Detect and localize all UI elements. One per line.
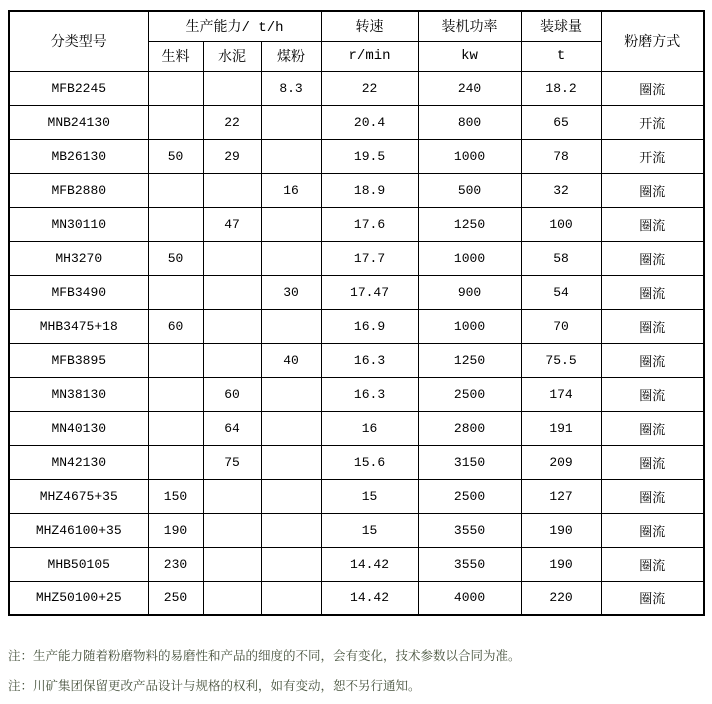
header-grinding-method: 粉磨方式 [601, 11, 704, 71]
cell-grinding-method: 圈流 [601, 71, 704, 105]
cell-grinding-method: 圈流 [601, 275, 704, 309]
cell-model: MHZ4675+35 [9, 479, 148, 513]
cell-model: MH3270 [9, 241, 148, 275]
cell-coal-powder [261, 139, 321, 173]
cell-ball-load: 54 [521, 275, 601, 309]
table-row [9, 479, 704, 513]
cell-cement [203, 513, 261, 547]
table-row [9, 513, 704, 547]
cell-speed: 15.6 [321, 445, 418, 479]
header-ball-title: 装球量 [521, 11, 601, 41]
cell-model: MHB3475+18 [9, 309, 148, 343]
cell-grinding-method: 圈流 [601, 343, 704, 377]
cell-speed: 17.47 [321, 275, 418, 309]
cell-model: MHZ50100+25 [9, 581, 148, 615]
cell-raw-material [148, 411, 203, 445]
cell-model: MB26130 [9, 139, 148, 173]
cell-ball-load: 174 [521, 377, 601, 411]
note-line-1: 注：生产能力随着粉磨物料的易磨性和产品的细度的不同，会有变化，技术参数以合同为准。 [8, 650, 521, 664]
cell-model: MHZ46100+35 [9, 513, 148, 547]
cell-ball-load: 70 [521, 309, 601, 343]
cell-cement [203, 581, 261, 615]
cell-coal-powder [261, 207, 321, 241]
cell-cement [203, 71, 261, 105]
cell-coal-powder [261, 547, 321, 581]
cell-coal-powder [261, 479, 321, 513]
cell-grinding-method: 圈流 [601, 445, 704, 479]
cell-cement [203, 275, 261, 309]
cell-ball-load: 100 [521, 207, 601, 241]
cell-power: 4000 [418, 581, 521, 615]
note-line-2: 注：川矿集团保留更改产品设计与规格的权利，如有变动，恕不另行通知。 [8, 680, 421, 694]
cell-raw-material: 60 [148, 309, 203, 343]
cell-grinding-method: 开流 [601, 139, 704, 173]
table-row [9, 309, 704, 343]
cell-raw-material [148, 445, 203, 479]
header-power-title: 装机功率 [418, 11, 521, 41]
cell-speed: 16.9 [321, 309, 418, 343]
cell-ball-load: 75.5 [521, 343, 601, 377]
cell-speed: 18.9 [321, 173, 418, 207]
cell-power: 1000 [418, 241, 521, 275]
cell-speed: 15 [321, 513, 418, 547]
cell-cement [203, 547, 261, 581]
table-row [9, 173, 704, 207]
cell-coal-powder: 40 [261, 343, 321, 377]
cell-raw-material: 50 [148, 241, 203, 275]
table-row [9, 241, 704, 275]
cell-raw-material [148, 173, 203, 207]
cell-raw-material: 250 [148, 581, 203, 615]
cell-ball-load: 191 [521, 411, 601, 445]
cell-speed: 19.5 [321, 139, 418, 173]
spec-table-body [9, 71, 704, 615]
cell-speed: 16.3 [321, 343, 418, 377]
cell-speed: 17.7 [321, 241, 418, 275]
cell-grinding-method: 圈流 [601, 173, 704, 207]
cell-grinding-method: 开流 [601, 105, 704, 139]
cell-ball-load: 58 [521, 241, 601, 275]
cell-raw-material [148, 207, 203, 241]
cell-grinding-method: 圈流 [601, 207, 704, 241]
table-row [9, 445, 704, 479]
cell-raw-material: 50 [148, 139, 203, 173]
cell-grinding-method: 圈流 [601, 411, 704, 445]
cell-power: 1000 [418, 309, 521, 343]
cell-grinding-method: 圈流 [601, 241, 704, 275]
cell-cement: 29 [203, 139, 261, 173]
table-row [9, 139, 704, 173]
cell-coal-powder [261, 377, 321, 411]
cell-coal-powder [261, 309, 321, 343]
cell-model: MFB3895 [9, 343, 148, 377]
cell-raw-material: 150 [148, 479, 203, 513]
cell-grinding-method: 圈流 [601, 377, 704, 411]
cell-grinding-method: 圈流 [601, 479, 704, 513]
cell-raw-material [148, 377, 203, 411]
cell-power: 1250 [418, 207, 521, 241]
cell-speed: 20.4 [321, 105, 418, 139]
header-row-1 [9, 11, 704, 41]
cell-ball-load: 18.2 [521, 71, 601, 105]
cell-speed: 22 [321, 71, 418, 105]
cell-cement: 64 [203, 411, 261, 445]
cell-model: MN38130 [9, 377, 148, 411]
header-coal-powder: 煤粉 [261, 41, 321, 71]
cell-power: 2500 [418, 377, 521, 411]
cell-power: 1250 [418, 343, 521, 377]
cell-coal-powder: 16 [261, 173, 321, 207]
cell-coal-powder [261, 513, 321, 547]
cell-model: MFB3490 [9, 275, 148, 309]
cell-cement [203, 309, 261, 343]
ball-mill-spec-table [8, 10, 705, 616]
cell-ball-load: 209 [521, 445, 601, 479]
cell-raw-material [148, 105, 203, 139]
cell-model: MN40130 [9, 411, 148, 445]
cell-coal-powder: 8.3 [261, 71, 321, 105]
table-row [9, 71, 704, 105]
cell-raw-material [148, 275, 203, 309]
header-speed-title: 转速 [321, 11, 418, 41]
cell-cement [203, 479, 261, 513]
table-row [9, 411, 704, 445]
cell-ball-load: 32 [521, 173, 601, 207]
cell-model: MFB2880 [9, 173, 148, 207]
cell-model: MNB24130 [9, 105, 148, 139]
cell-ball-load: 78 [521, 139, 601, 173]
cell-model: MN30110 [9, 207, 148, 241]
cell-cement: 60 [203, 377, 261, 411]
cell-ball-load: 127 [521, 479, 601, 513]
header-capacity-group: 生产能力/ t/h [148, 11, 321, 41]
header-speed-unit: r/min [321, 41, 418, 71]
table-row [9, 207, 704, 241]
cell-raw-material [148, 71, 203, 105]
table-row [9, 547, 704, 581]
cell-cement [203, 343, 261, 377]
cell-speed: 16 [321, 411, 418, 445]
cell-power: 3550 [418, 513, 521, 547]
cell-raw-material [148, 343, 203, 377]
cell-speed: 16.3 [321, 377, 418, 411]
cell-power: 3550 [418, 547, 521, 581]
notes-section [8, 648, 708, 704]
cell-power: 900 [418, 275, 521, 309]
cell-model: MN42130 [9, 445, 148, 479]
cell-coal-powder [261, 445, 321, 479]
cell-ball-load: 220 [521, 581, 601, 615]
cell-power: 2500 [418, 479, 521, 513]
table-row [9, 343, 704, 377]
cell-power: 3150 [418, 445, 521, 479]
cell-grinding-method: 圈流 [601, 547, 704, 581]
cell-grinding-method: 圈流 [601, 581, 704, 615]
cell-ball-load: 190 [521, 513, 601, 547]
cell-speed: 14.42 [321, 547, 418, 581]
cell-speed: 14.42 [321, 581, 418, 615]
table-row [9, 275, 704, 309]
cell-cement [203, 173, 261, 207]
header-model: 分类型号 [9, 11, 148, 71]
cell-grinding-method: 圈流 [601, 513, 704, 547]
cell-power: 2800 [418, 411, 521, 445]
cell-coal-powder [261, 105, 321, 139]
cell-cement [203, 241, 261, 275]
cell-power: 800 [418, 105, 521, 139]
cell-grinding-method: 圈流 [601, 309, 704, 343]
header-ball-unit: t [521, 41, 601, 71]
cell-power: 240 [418, 71, 521, 105]
cell-model: MFB2245 [9, 71, 148, 105]
spec-table-header [9, 11, 704, 71]
cell-ball-load: 190 [521, 547, 601, 581]
cell-coal-powder: 30 [261, 275, 321, 309]
cell-raw-material: 230 [148, 547, 203, 581]
cell-speed: 15 [321, 479, 418, 513]
header-cement: 水泥 [203, 41, 261, 71]
cell-speed: 17.6 [321, 207, 418, 241]
cell-ball-load: 65 [521, 105, 601, 139]
header-raw-material: 生料 [148, 41, 203, 71]
cell-coal-powder [261, 241, 321, 275]
cell-coal-powder [261, 411, 321, 445]
table-row [9, 377, 704, 411]
cell-cement: 75 [203, 445, 261, 479]
table-row [9, 105, 704, 139]
cell-model: MHB50105 [9, 547, 148, 581]
cell-cement: 22 [203, 105, 261, 139]
table-row [9, 581, 704, 615]
cell-coal-powder [261, 581, 321, 615]
cell-cement: 47 [203, 207, 261, 241]
cell-power: 500 [418, 173, 521, 207]
cell-raw-material: 190 [148, 513, 203, 547]
header-power-unit: kw [418, 41, 521, 71]
cell-power: 1000 [418, 139, 521, 173]
